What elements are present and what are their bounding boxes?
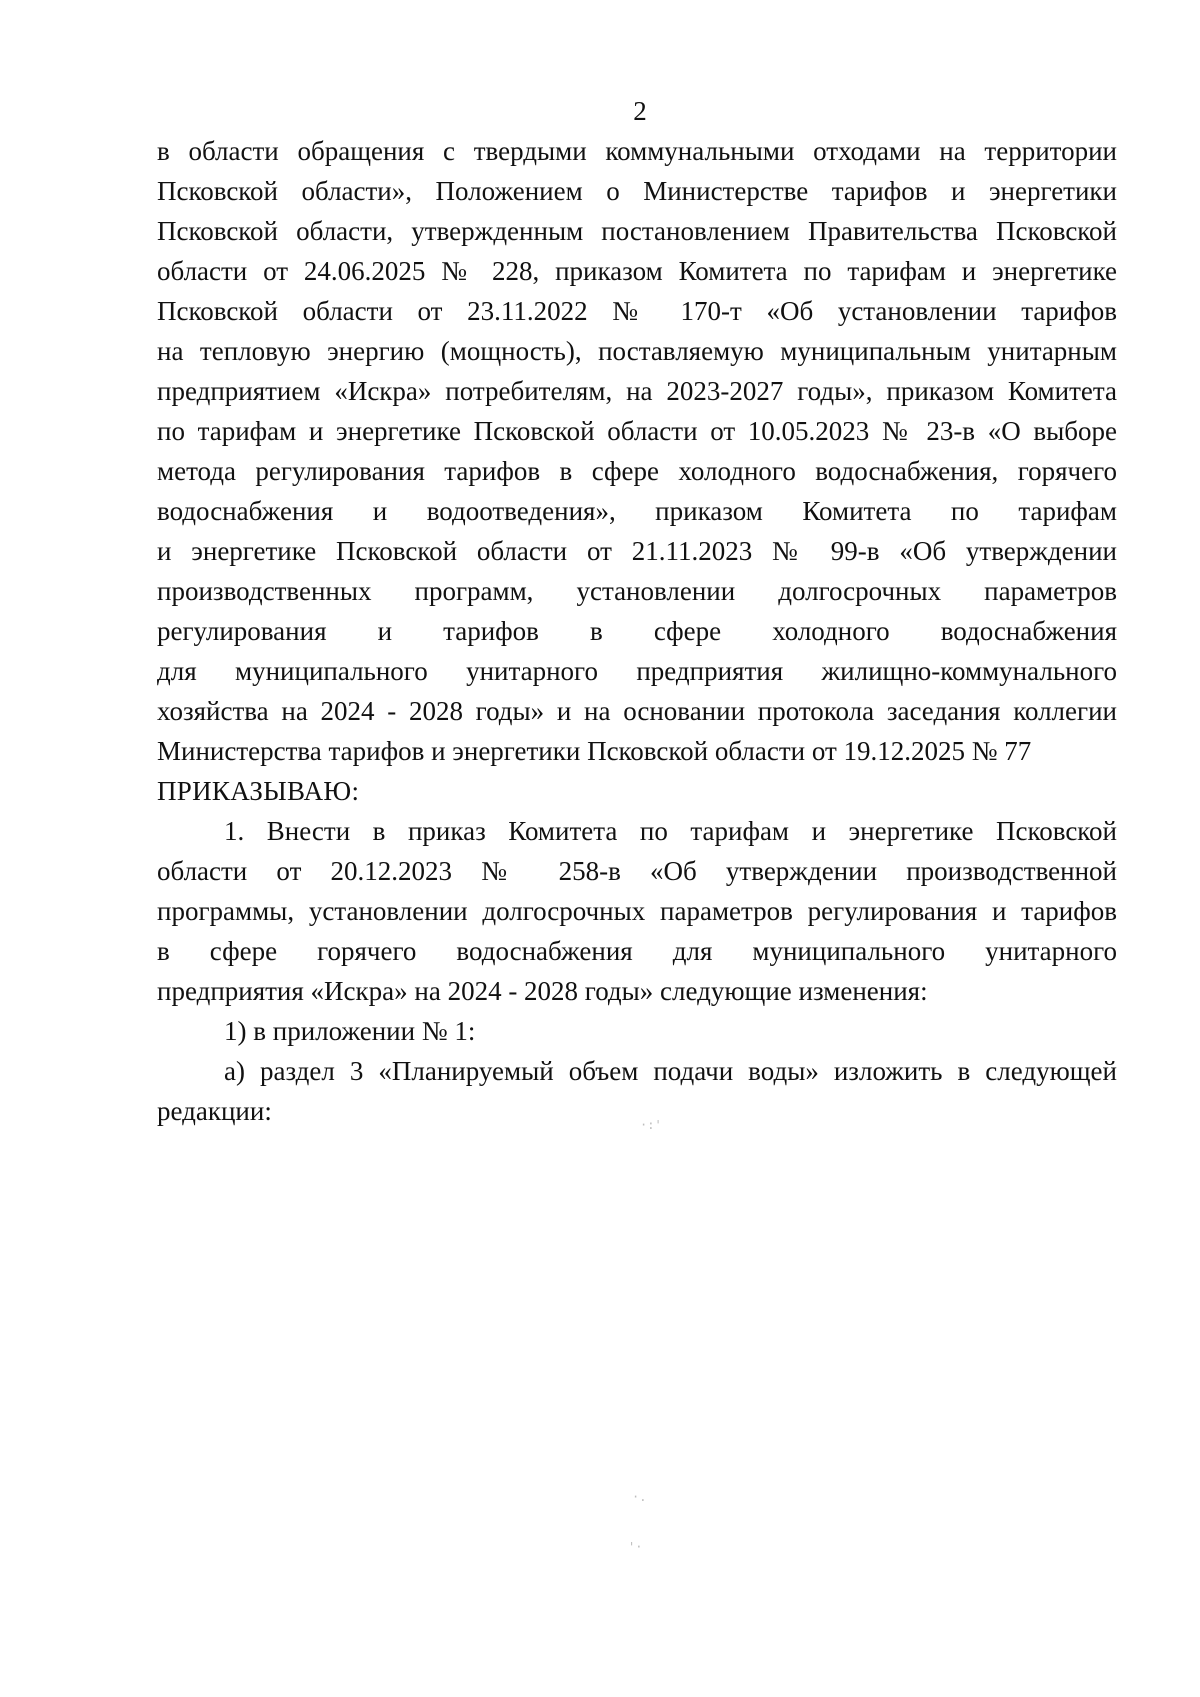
subitem-1-line: 1) в приложении № 1:: [224, 1016, 476, 1046]
order-text: [157, 131, 1117, 1131]
text-line: производственных программ, установлении долгосрочных параметров: [157, 576, 1117, 606]
page-number: 2: [633, 96, 647, 126]
text-line: области от 20.12.2023 № 258-в «Об утверждении производственной: [157, 856, 1117, 886]
scan-speck: ·.: [632, 1490, 647, 1504]
text-line: редакции:: [157, 1096, 272, 1126]
text-line: в области обращения с твердыми коммунальными отходами на территории: [157, 136, 1117, 166]
text-line: Псковской области от 23.11.2022 № 170-т «Об установлении тарифов: [157, 296, 1117, 326]
text-line: в сфере горячего водоснабжения для муниципального унитарного: [157, 936, 1117, 966]
text-line: хозяйства на 2024 - 2028 годы» и на основании протокола заседания коллегии: [157, 696, 1117, 726]
text-line: Псковской области, утвержденным постановлением Правительства Псковской: [157, 216, 1117, 246]
text-line: для муниципального унитарного предприятия жилищно-коммунального: [157, 656, 1117, 686]
text-line: предприятия «Искра» на 2024 - 2028 годы» следующие изменения:: [157, 976, 928, 1006]
text-line: регулирования и тарифов в сфере холодного водоснабжения: [157, 616, 1117, 646]
text-line: Министерства тарифов и энергетики Псковской области от 19.12.2025 № 77: [157, 736, 1032, 766]
item-1-line: 1. Внести в приказ Комитета по тарифам и энергетике Псковской: [224, 816, 1117, 846]
scan-speck: '·: [628, 1540, 643, 1554]
text-line: и энергетике Псковской области от 21.11.2023 № 99-в «Об утверждении: [157, 536, 1117, 566]
text-line: водоснабжения и водоотведения», приказом Комитета по тарифам: [157, 496, 1117, 526]
text-line: предприятием «Искра» потребителям, на 2023-2027 годы», приказом Комитета: [157, 376, 1117, 406]
text-line: программы, установлении долгосрочных параметров регулирования и тарифов: [157, 896, 1117, 926]
subitem-a-line: а) раздел 3 «Планируемый объем подачи воды» изложить в следующей: [224, 1056, 1117, 1086]
text-line: по тарифам и энергетике Псковской области от 10.05.2023 № 23-в «О выборе: [157, 416, 1117, 446]
text-line: области от 24.06.2025 № 228, приказом Комитета по тарифам и энергетике: [157, 256, 1117, 286]
order-heading: ПРИКАЗЫВАЮ:: [157, 776, 360, 806]
text-line: на тепловую энергию (мощность), поставляемую муниципальным унитарным: [157, 336, 1117, 366]
text-line: Псковской области», Положением о Министерстве тарифов и энергетики: [157, 176, 1117, 206]
scan-speck: ·:': [640, 1118, 662, 1132]
text-line: метода регулирования тарифов в сфере холодного водоснабжения, горячего: [157, 456, 1117, 486]
